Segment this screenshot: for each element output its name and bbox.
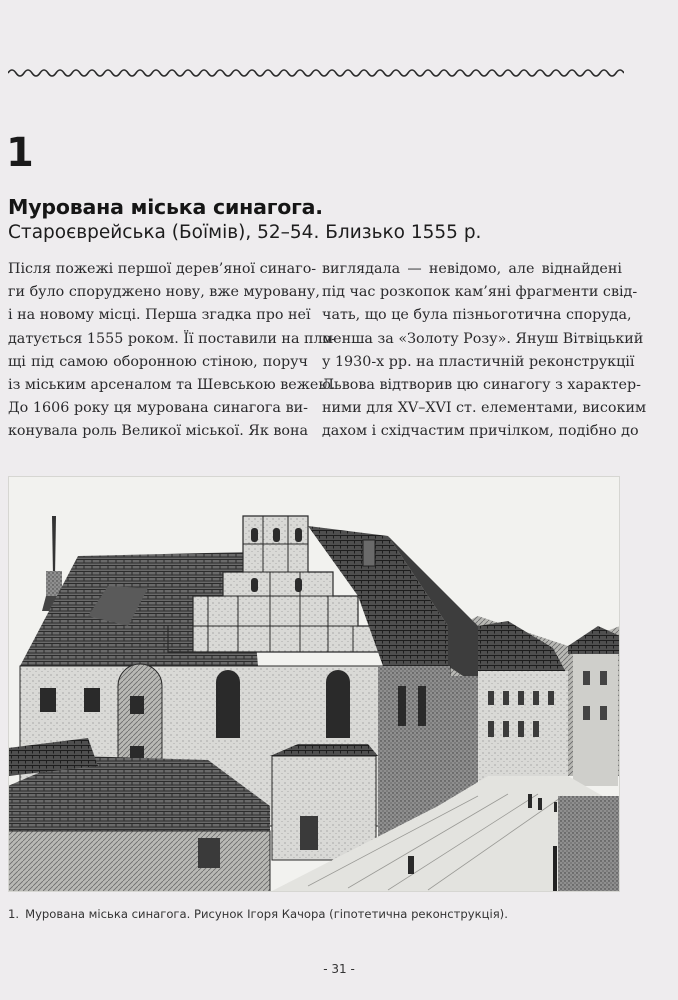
text-line: менша за «Золоту Розу». Януш Вітвіцький xyxy=(322,330,644,347)
text-line: ними для XV–XVI ст. елементами, високим xyxy=(322,400,647,417)
figure-caption xyxy=(8,906,508,922)
caption-text: Мурована міська синагога. Рисунок Ігоря Качора (гіпотетична реконструкція). xyxy=(25,907,508,921)
text-line: Після пожежі першої дерев’яної синаго- xyxy=(8,261,317,277)
text-line: і на новому місці. Перша згадка про неї xyxy=(8,307,311,324)
text-column-left xyxy=(8,258,337,444)
text-line: під час розкопок кам’яні фрагменти свід- xyxy=(322,284,638,301)
text-line: Львова відтворив цю синагогу з характер- xyxy=(322,377,641,394)
text-column-right xyxy=(322,258,647,444)
text-line: ги було споруджено нову, вже муровану, xyxy=(8,284,320,301)
synagogue-illustration xyxy=(8,476,620,892)
caption-number: 1. xyxy=(8,907,20,921)
wavy-divider xyxy=(8,66,624,80)
page-number: - 31 - xyxy=(323,962,355,976)
text-line: дахом і східчастим причілком, подібно до xyxy=(322,423,639,440)
text-line: датується 1555 роком. Її поставили на пло- xyxy=(8,330,337,347)
section-title: Мурована міська синагога. xyxy=(8,195,323,219)
text-line: виглядала — невідомо, але віднайдені xyxy=(322,261,622,277)
text-line: чать, що це була пізньоготична споруда, xyxy=(322,307,632,324)
text-line: у 1930-х рр. на пластичній реконструкції xyxy=(322,353,635,370)
text-line: конувала роль Великої міської. Як вона xyxy=(8,423,309,440)
synagogue-drawing xyxy=(8,476,620,892)
text-line: із міським арсеналом та Шевською вежею. xyxy=(8,377,336,394)
text-line: До 1606 року ця мурована синагога ви- xyxy=(8,400,308,417)
section-subtitle: Староєврейська (Боїмів), 52–54. Близько 1555 р. xyxy=(8,222,482,243)
chapter-number: 1 xyxy=(6,130,34,176)
text-line: щі під самою оборонною стіною, поруч xyxy=(8,353,308,370)
